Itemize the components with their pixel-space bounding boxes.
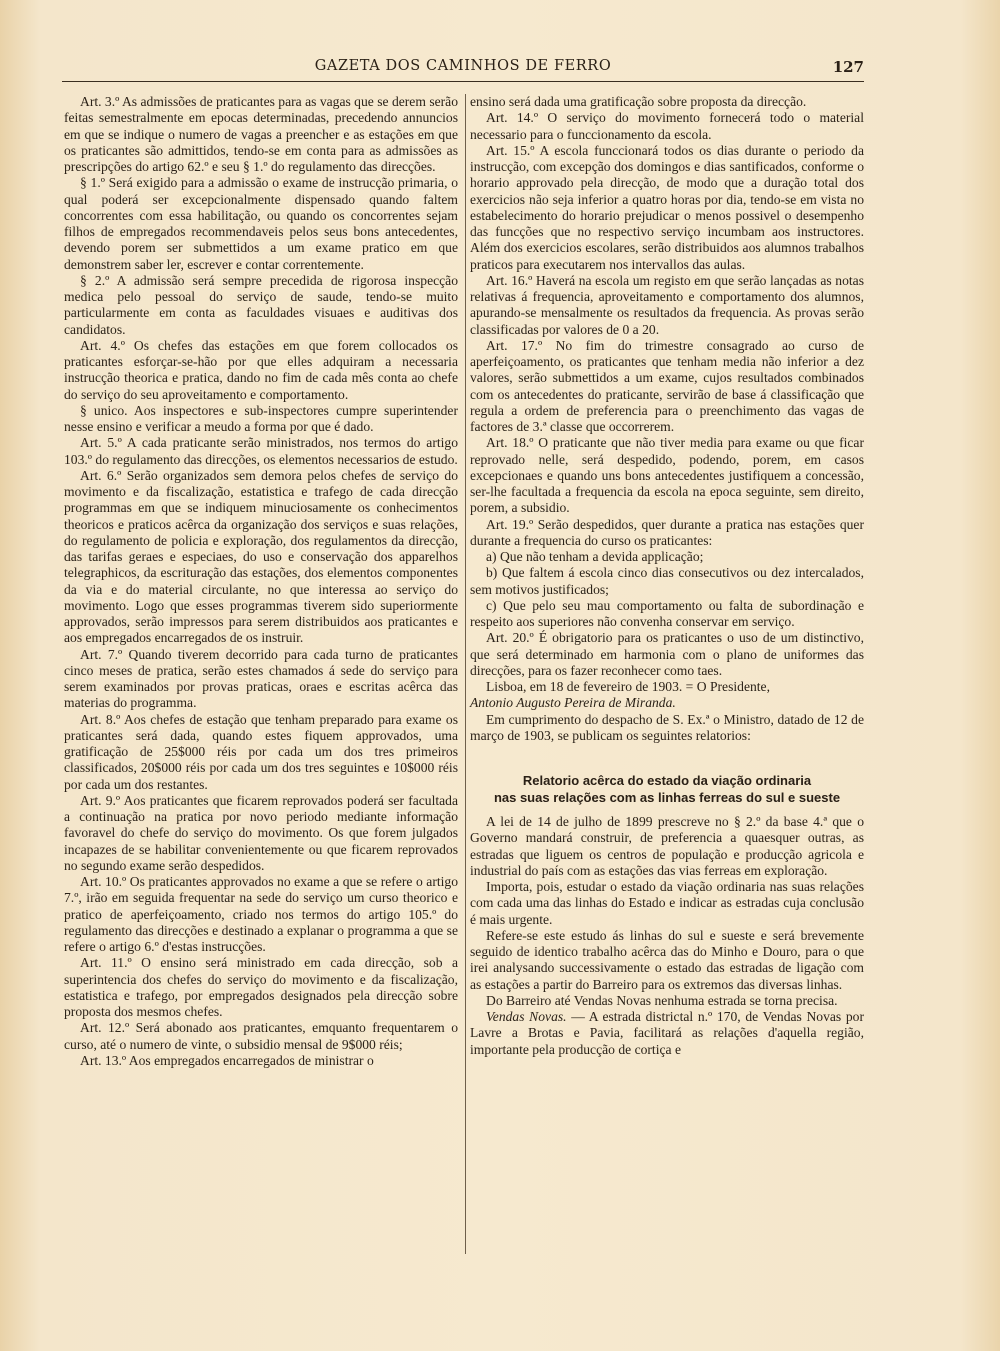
paragraph: Art. 20.º É obrigatorio para os praticantes o uso de um distinctivo, que será determinado em harmonia com o plano de uniformes das direcções, para os fazer reconhecer como taes. bbox=[470, 630, 864, 678]
right-column bbox=[470, 94, 864, 1058]
paragraph: Refere-se este estudo ás linhas do sul e sueste e será brevemente seguido de identico trabalho acêrca das do Minho e Douro, para o que irei analysando successivamente o estado das estradas de ligação com as estações a partir do Barreiro para os extremos das diversas linhas. bbox=[470, 927, 864, 992]
paragraph: Art. 5.º A cada praticante serão ministrados, nos termos do artigo 103.º do regulamento das direcções, os elementos necessarios de estudo. bbox=[64, 435, 458, 467]
paragraph: Art. 17.º No fim do trimestre consagrado ao curso de aperfeiçoamento, os praticantes que tenham media não inferior a dez valores, serão submettidos a um exame, cujos resultados combinados com os antecedentes do praticante, servirão de base á classificação que regula a ordem de preferencia para o preenchimento das vagas de factores de 3.ª classe que occorrerem. bbox=[470, 337, 864, 434]
paragraph: Art. 19.º Serão despedidos, quer durante a pratica nas estações quer durante a frequencia do curso os praticantes: bbox=[470, 516, 864, 548]
paragraph: Importa, pois, estudar o estado da viação ordinaria nas suas relações com cada uma das linhas do Estado e indicar as estradas cuja conclusão é mais urgente. bbox=[470, 879, 864, 927]
paragraph: Art. 11.º O ensino será ministrado em cada direcção, sob a superintencia dos chefes do serviço do movimento e da fiscalização, estatistica e trafego, por empregados designados pela direcção sobre proposta dos mesmos chefes. bbox=[64, 955, 458, 1019]
paragraph: Art. 4.º Os chefes das estações em que forem collocados os praticantes esforçar-se-hão por que elles adquiram a necessaria instrucção theorica e pratica, dando no fim de cada mês conta ao chefe do serviço do seu aproveitamento e comportamento. bbox=[64, 337, 458, 402]
paragraph: A lei de 14 de julho de 1899 prescreve no § 2.º da base 4.ª que o Governo mandará construir, de preferencia a quaesquer outras, as estradas que liguem os centros de população e producção agricola e industrial do país com as estações das vias ferreas em exploração. bbox=[470, 814, 864, 878]
paragraph: Art. 9.º Aos praticantes que ficarem reprovados poderá ser facultada a continuação na pratica por novo periodo mediante informação favoravel do chefe do serviço do movimento. Os que forem julgados incapazes de se habilitar convenientemente ou que ficarem reprovados no segundo exame serão despedidos. bbox=[64, 792, 458, 873]
paragraph: Art. 6.º Serão organizados sem demora pelos chefes de serviço do movimento e da fiscalização, estatistica e trafego de cada direcção programmas em que se indiquem minuciosamente os conhecimentos theoricos e praticos acêrca da organização dos serviços e suas relações, do regulamento de policia e exploração, dos regulamentos da direcção, das tarifas geraes e especiaes, do uso e conservação dos apparelhos telegraphicos, da escrituração das estações, dos elementos componentes da via e do material circulante, no que interessa ao serviço do movimento. Logo que esses programmas tiverem sido superiormente approvados, serão impressos para serem distribuidos aos praticantes e aos empregados encarregados de os instruir. bbox=[64, 467, 458, 646]
paragraph: Art. 14.º O serviço do movimento fornecerá todo o material necessario para o funccionamento da escola. bbox=[470, 110, 864, 142]
paragraph: Art. 12.º Será abonado aos praticantes, emquanto frequentarem o curso, até o numero de vinte, o subsidio mensal de 9$000 réis; bbox=[64, 1020, 458, 1052]
paragraph: § 1.º Será exigido para a admissão o exame de instrucção primaria, o qual poderá ser excepcionalmente dispensado quando faltem concorrentes com essa habilitação, ou quando os concorrentes sejam filhos de empregados recommendaveis pelos seus bons antecedentes, devendo porem ser submettidos a um exame pratico em que demonstrem saber ler, escrever e contar correntemente. bbox=[64, 175, 458, 272]
section-title bbox=[470, 772, 864, 806]
page-number: 127 bbox=[832, 58, 864, 76]
signature-line: Lisboa, em 18 de fevereiro de 1903. = O Presidente, bbox=[486, 679, 770, 694]
paragraph: § unico. Aos inspectores e sub-inspectores cumpre superintender nesse ensino e verificar a meudo a forma por que é dado. bbox=[64, 402, 458, 434]
paragraph: Art. 8.º Aos chefes de estação que tenham preparado para exame os praticantes será dada, quando estes fiquem approvados, uma gratificação de 25$000 réis por cada um dos tres primeiros classificados, 20$000 réis por cada um dos tres seguintes e 10$000 réis por cada um dos restantes. bbox=[64, 711, 458, 792]
paragraph: Do Barreiro até Vendas Novas nenhuma estrada se torna precisa. bbox=[486, 992, 838, 1008]
paragraph-text: — A estrada districtal n.º 170, de Vendas Novas por Lavre a Brotas e Pavia, facilitará as relações d'aquella região, importante pela producção de cortiça e bbox=[470, 1009, 864, 1057]
paragraph: Art. 13.º Aos empregados encarregados de ministrar o bbox=[80, 1052, 374, 1068]
paragraph: Art. 10.º Os praticantes approvados no exame a que se refere o artigo 7.º, irão em seguida frequentar na sede do serviço um curso theorico e pratico de aperfeiçoamento, criado nos termos do artigo 105.º do regulamento das direcções e destinado a explanar o programma a que se refere o artigo 6.º d'estas instrucções. bbox=[64, 874, 458, 954]
paragraph: ensino será dada uma gratificação sobre proposta da direcção. bbox=[470, 94, 807, 109]
despacho-paragraph: Em cumprimento do despacho de S. Ex.ª o Ministro, datado de 12 de março de 1903, se publicam os seguintes relatorios: bbox=[470, 711, 864, 743]
paragraph-vendas-novas bbox=[470, 1009, 864, 1058]
journal-title: GAZETA DOS CAMINHOS DE FERRO bbox=[314, 58, 612, 74]
paragraph: Art. 3.º As admissões de praticantes para as vagas que se derem serão feitas semestralmente em epocas determinadas, precedendo annuncios em que se indique o numero de vagas a preencher e as estações em que os praticantes são admittidos, tendo-se em conta para as admissões as prescripções do artigo 62.º e seu § 1.º do regulamento das direcções. bbox=[64, 94, 458, 174]
list-item: b) Que faltem á escola cinco dias consecutivos ou dez intercalados, sem motivos justificados; bbox=[470, 565, 864, 597]
paragraph: Art. 15.º A escola funccionará todos os dias durante o periodo da instrucção, com excepção dos domingos e dias santificados, conforme o horario approvado pela direcção, de modo que a duração total dos exercicios não seja inferior a quatro horas por dia, tendo-se em vista no estabelecimento do horario prejudicar o menos possivel o desempenho das funcções que no respectivo serviço incumbam aos instructores. Além dos exercicios escolares, serão distribuidos aos alumnos trabalhos praticos para executarem nos intervallos das aulas. bbox=[470, 142, 864, 272]
header-rule bbox=[62, 81, 864, 82]
paragraph: Art. 7.º Quando tiverem decorrido para cada turno de praticantes cinco meses de pratica, serão estes chamados á sede do serviço para serem examinados por provas praticas, oraes e escritas acêrca das materias do programma. bbox=[64, 646, 458, 711]
section-title-line: Relatorio acêrca do estado da viação ordinaria bbox=[522, 773, 812, 788]
paragraph: Art. 18.º O praticante que não tiver media para exame ou que ficar reprovado nelle, será despedido, podendo, porem, em casos excepcionaes e quando uns bons antecedentes justifiquem a concessão, ser-lhe facultada a frequencia da escola na epoca seguinte, sem direito, porem, a subsidio. bbox=[470, 435, 864, 516]
list-item: c) Que pelo seu mau comportamento ou falta de subordinação e respeito aos superiores não convenha conservar em serviço. bbox=[470, 597, 864, 629]
signature-name: Antonio Augusto Pereira de Miranda. bbox=[470, 695, 676, 711]
section-title-line: nas suas relações com as linhas ferreas do sul e sueste bbox=[493, 790, 841, 805]
paragraph: § 2.º A admissão será sempre precedida de rigorosa inspecção medica pelo pessoal do serviço de saude, tendo-se muito particularmente em conta as faculdades visuaes e auditivas dos candidatos. bbox=[64, 272, 458, 337]
column-divider bbox=[465, 94, 466, 1254]
running-header bbox=[62, 58, 864, 80]
place-label: Vendas Novas. bbox=[486, 1009, 567, 1024]
left-column bbox=[64, 94, 458, 1069]
list-item: a) Que não tenham a devida applicação; bbox=[486, 549, 704, 564]
paragraph: Art. 16.º Haverá na escola um registo em que serão lançadas as notas relativas á frequencia, aproveitamento e comportamento dos alumnos, apurando-se mensalmente os resultados da frequencia. As provas serão classificadas por valores de 0 a 20. bbox=[470, 272, 864, 337]
